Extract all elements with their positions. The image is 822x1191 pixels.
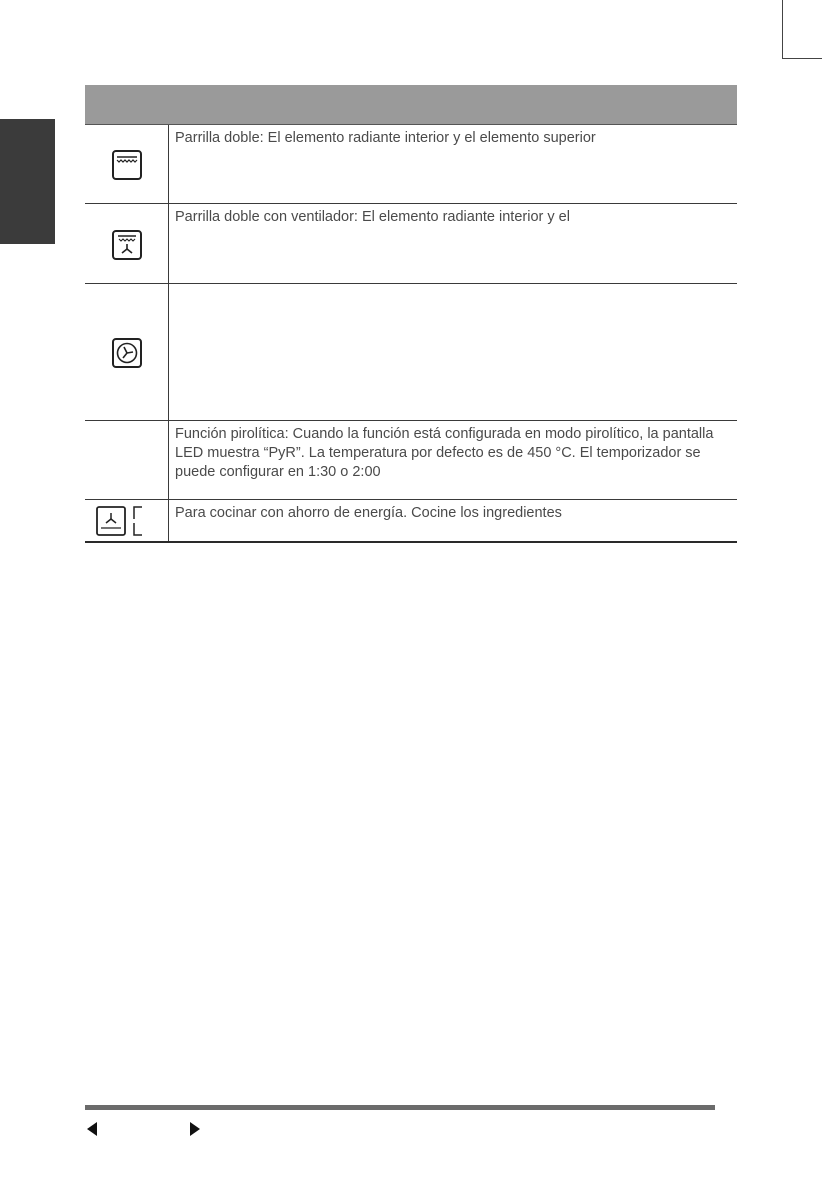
previous-page-arrow-icon[interactable] <box>87 1122 97 1136</box>
table-row <box>85 421 737 500</box>
double-grill-fan-icon <box>111 229 143 261</box>
crop-mark-horizontal <box>782 58 822 59</box>
table-header <box>85 85 737 125</box>
double-grill-icon <box>111 149 143 181</box>
table-row <box>85 284 737 421</box>
function-description <box>169 284 737 420</box>
next-page-arrow-icon[interactable] <box>190 1122 200 1136</box>
icon-cell <box>85 125 169 203</box>
function-description: Función pirolítica: Cuando la función está configurada en modo pirolítico, la pantalla LED muestra “PyR”. La temperatura por defecto es de 450 °C. El temporizador se puede configurar en 1:30 o 2:00 <box>175 426 714 480</box>
footer-bar <box>85 1105 715 1110</box>
oven-functions-table <box>85 85 737 543</box>
function-description: Parrilla doble: El elemento radiante interior y el elemento superior <box>175 130 596 146</box>
icon-cell <box>85 421 169 499</box>
icon-cell <box>85 500 169 541</box>
table-row <box>85 204 737 284</box>
language-side-tab <box>0 119 55 244</box>
function-description: Parrilla doble con ventilador: El elemento radiante interior y el <box>175 209 570 225</box>
crop-mark-vertical <box>782 0 783 58</box>
icon-cell <box>85 204 169 283</box>
function-description: Para cocinar con ahorro de energía. Cocine los ingredientes <box>175 505 562 521</box>
fan-icon <box>111 337 143 369</box>
table-row <box>85 500 737 543</box>
icon-cell <box>85 284 169 420</box>
eco-fan-icon <box>94 504 160 538</box>
table-row <box>85 125 737 204</box>
